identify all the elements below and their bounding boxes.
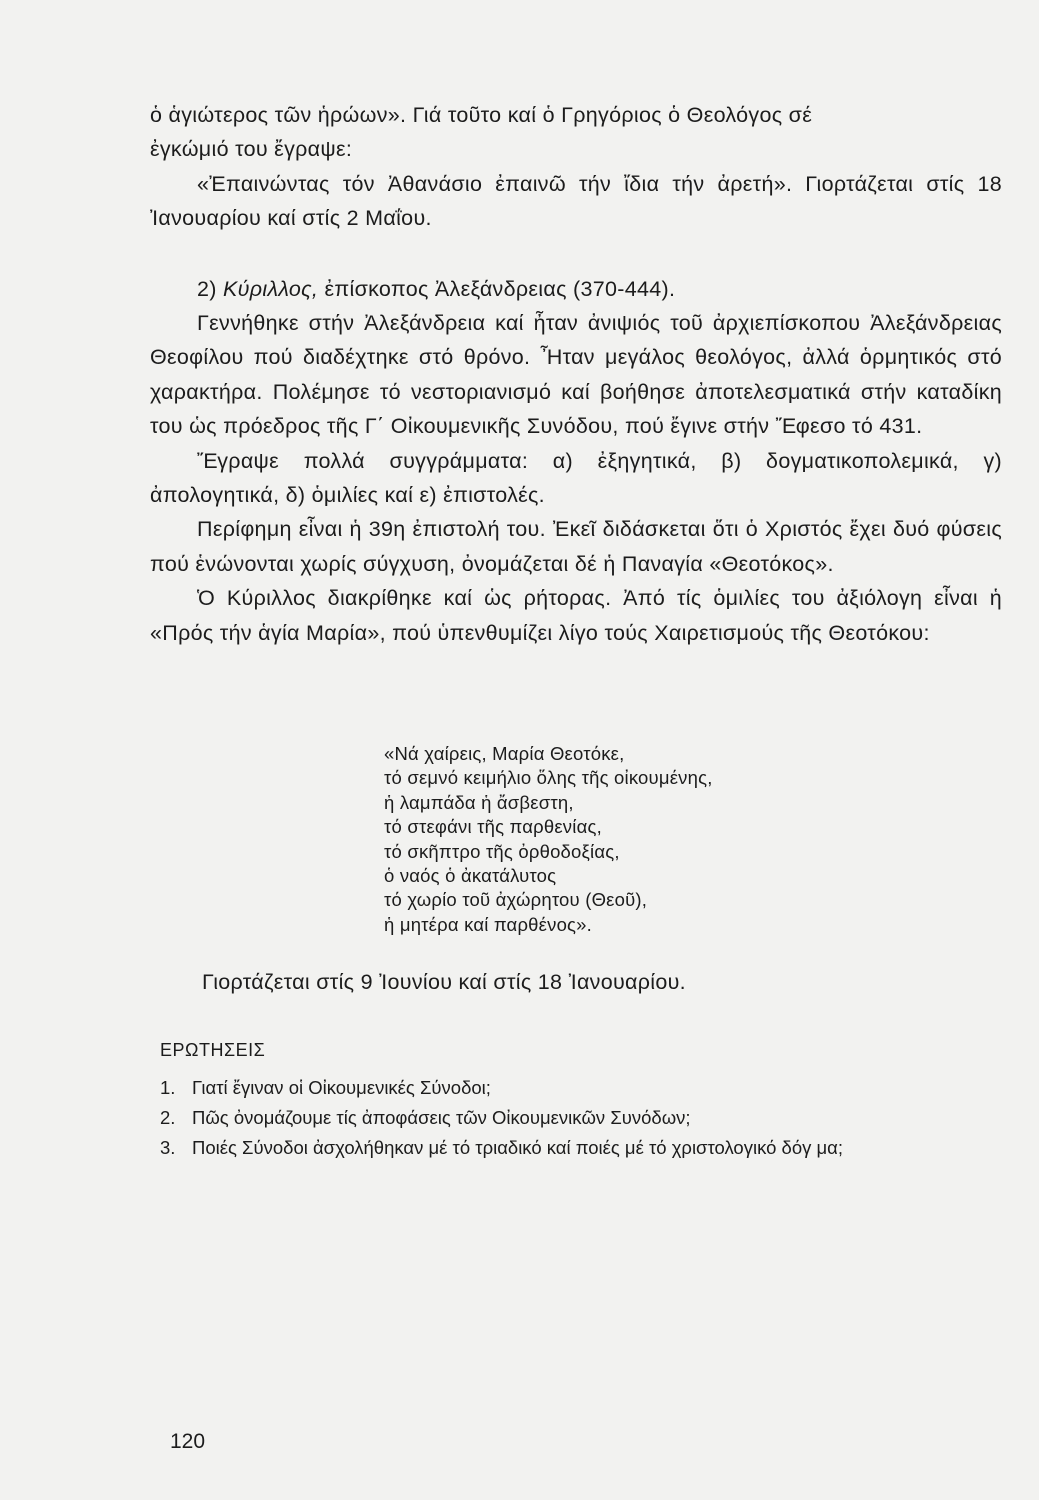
poem-line: τό χωρίο τοῦ ἀχώρητου (Θεοῦ), xyxy=(384,889,648,911)
question-text: Γιατί ἔγιναν οἱ Οἰκουμενικές Σύνοδοι; xyxy=(192,1077,491,1098)
questions-list xyxy=(160,1073,1020,1163)
poem-line: τό σεμνό κειμήλιο ὅλης τῆς οἰκουμένης, xyxy=(384,767,713,789)
poem-line: «Νά χαίρεις, Μαρία Θεοτόκε, xyxy=(384,743,625,764)
paragraph-writings: Ἔγραψε πολλά συγγράμματα: α) ἐξηγητικά, β) δογματικοπολεμικά, γ) ἀπολογητικά, δ) ὁμιλίες καί ε) ἐπιστολές. xyxy=(150,448,1002,508)
question-item xyxy=(160,1103,1020,1133)
poem-line: ἡ λαμπάδα ἡ ἄσβεστη, xyxy=(384,791,574,813)
question-text: Πῶς ὀνομάζουμε τίς ἀποφάσεις τῶν Οἰκουμενικῶν Συνόδων; xyxy=(192,1107,691,1128)
paragraph-line: ὁ ἁγιώτερος τῶν ἡρώων». Γιά τοῦτο καί ὁ Γρηγόριος ὁ Θεολόγος σέ xyxy=(150,103,813,127)
paragraph-continuation xyxy=(150,98,1002,167)
section-number: 2) xyxy=(197,276,223,301)
section-heading-rest: ἐπίσκοπος Ἀλεξάνδρειας (370-444). xyxy=(318,276,676,301)
paragraph-biography: Γεννήθηκε στήν Ἀλεξάνδρεια καί ἦταν ἀνιψιός τοῦ ἀρχιεπίσκοπου Ἀλεξάνδρειας Θεοφίλου πού διαδέχτηκε στό θρόνο. Ἦταν μεγάλος θεολόγος, ἀλλά ὁρμητικός στό χαρακτήρα. Πολέμησε τό νεστοριανισμό καί βοήθησε ἀποτελεσματικά στήν καταδίκη του ὡς πρόεδρος τῆς Γ΄ Οἰκουμενικῆς Συνόδου, πού ἔγινε στήν Ἔφεσο τό 431. xyxy=(150,311,1002,439)
question-text: Ποιές Σύνοδοι ἀσχολήθηκαν μέ τό τριαδικό καί ποιές μέ τό χριστολογικό δόγ μα; xyxy=(192,1137,844,1158)
paragraph-rhetor: Ὁ Κύριλλος διακρίθηκε καί ὡς ρήτορας. Ἀπό τίς ὁμιλίες του ἀξιόλογη εἶναι ἡ «Πρός τήν ἁγία Μαρία», πού ὑπενθυμίζει λίγο τούς Χαιρετισμούς τῆς Θεοτόκου: xyxy=(150,586,1002,645)
paragraph-line: ἐγκώμιό του ἔγραψε: xyxy=(150,137,353,162)
poem-line: ἡ μητέρα καί παρθένος». xyxy=(384,913,593,935)
question-item xyxy=(160,1133,1020,1163)
poem-line: ὁ ναός ὁ ἀκατάλυτος xyxy=(384,865,557,887)
poem-line: τό σκῆπτρο τῆς ὀρθοδοξίας, xyxy=(384,840,620,862)
question-number: 3. xyxy=(160,1137,176,1158)
paragraph-quote: «Ἐπαινώντας τόν Ἀθανάσιο ἐπαινῶ τήν ἴδια τήν ἀρετή». Γιορτάζεται στίς 18 Ἰανουαρίου καί στίς 2 Μαΐου. xyxy=(150,171,1002,231)
section-name: Κύριλλος, xyxy=(223,276,319,301)
body-text xyxy=(150,98,1002,650)
question-number: 1. xyxy=(160,1077,176,1098)
poem-line: τό στεφάνι τῆς παρθενίας, xyxy=(384,816,602,838)
question-item xyxy=(160,1073,1020,1103)
paragraph-epistle: Περίφημη εἶναι ἡ 39η ἐπιστολή του. Ἐκεῖ διδάσκεται ὅτι ὁ Χριστός ἔχει δυό φύσεις πού ἑνώνονται χωρίς σύγχυση, ὀνομάζεται δέ ἡ Παναγία «Θεοτόκος». xyxy=(150,517,1002,576)
poem xyxy=(384,742,944,937)
page-number: 120 xyxy=(170,1430,206,1453)
questions-title: ΕΡΩΤΗΣΕΙΣ xyxy=(160,1040,266,1060)
question-number: 2. xyxy=(160,1107,176,1128)
feast-day-line: Γιορτάζεται στίς 9 Ἰουνίου καί στίς 18 Ἰανουαρίου. xyxy=(202,970,686,994)
section-heading xyxy=(150,272,1002,306)
